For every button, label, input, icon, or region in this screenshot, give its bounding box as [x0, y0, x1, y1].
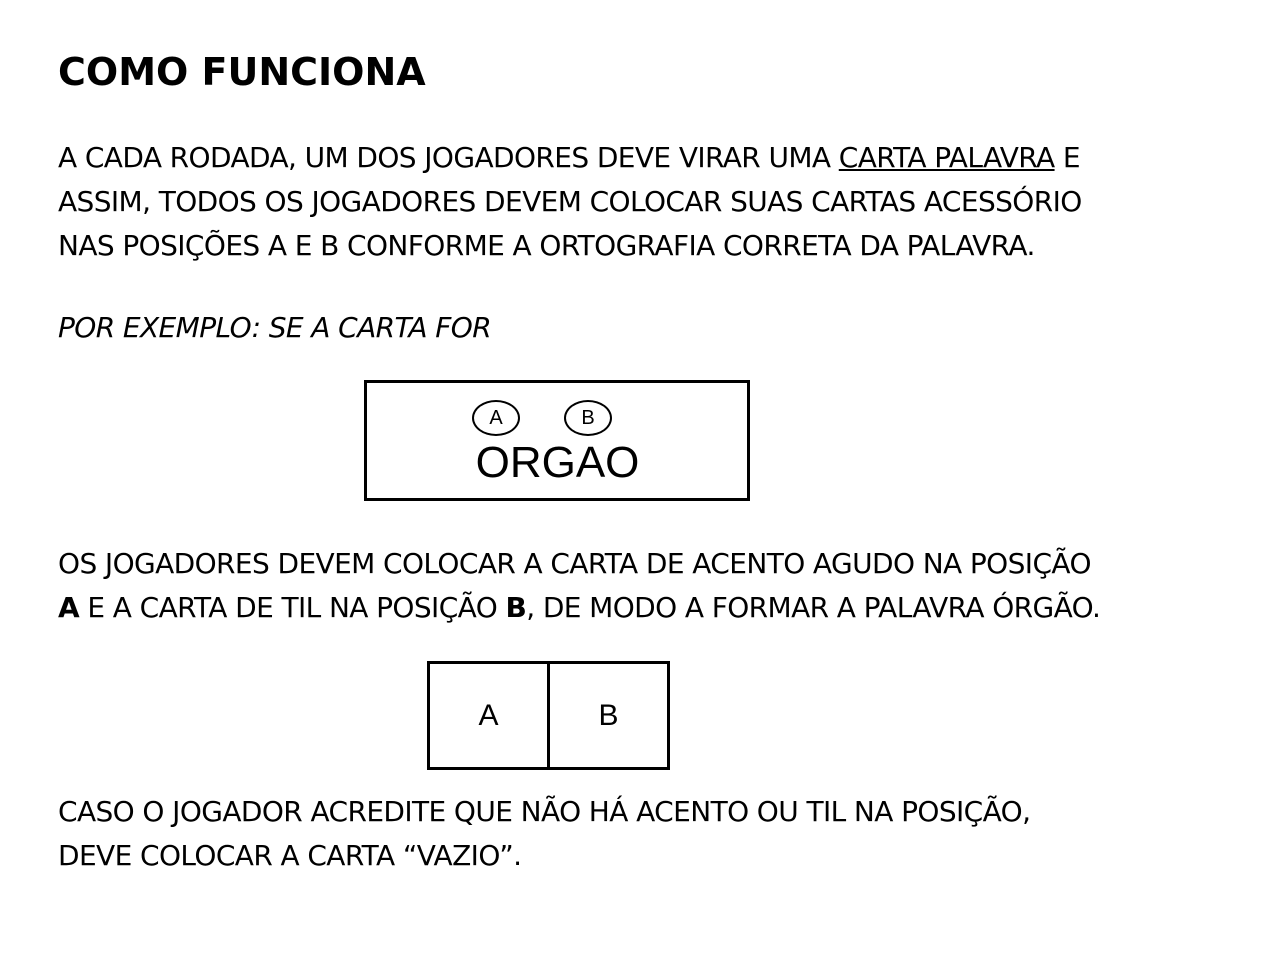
- page-title: COMO FUNCIONA: [58, 50, 426, 94]
- intro-paragraph: [58, 136, 1238, 268]
- explanation-end: , DE MODO A FORMAR A PALAVRA ÓRGÃO.: [526, 591, 1101, 624]
- closing-line-2: DEVE COLOCAR A CARTA “VAZIO”.: [58, 839, 522, 872]
- explanation-paragraph: [58, 542, 1238, 630]
- word-card-slot-a: A: [472, 400, 520, 436]
- intro-line-2: ASSIM, TODOS OS JOGADORES DEVEM COLOCAR SUAS CARTAS ACESSÓRIO: [58, 185, 1082, 218]
- position-boxes: [427, 661, 670, 770]
- intro-line-3: NAS POSIÇÕES A E B CONFORME A ORTOGRAFIA CORRETA DA PALAVRA.: [58, 229, 1035, 262]
- word-card-slot-b: B: [564, 400, 612, 436]
- word-card-word: ORGAO: [475, 438, 640, 487]
- word-card: [364, 380, 750, 501]
- intro-line-1-end: E: [1054, 141, 1080, 174]
- position-box-a: A: [430, 664, 550, 767]
- closing-line-1: CASO O JOGADOR ACREDITE QUE NÃO HÁ ACENTO OU TIL NA POSIÇÃO,: [58, 795, 1031, 828]
- explanation-line-2: [58, 586, 1238, 630]
- carta-palavra-link: CARTA PALAVRA: [838, 141, 1055, 174]
- intro-line-1: [58, 136, 1238, 180]
- example-label: POR EXEMPLO: SE A CARTA FOR: [58, 311, 492, 344]
- explanation-pos-b: B: [505, 591, 527, 624]
- explanation-pos-a: A: [58, 591, 80, 624]
- closing-paragraph: [58, 790, 1238, 878]
- intro-line-1-text: A CADA RODADA, UM DOS JOGADORES DEVE VIRAR UMA: [58, 141, 839, 174]
- explanation-mid: E A CARTA DE TIL NA POSIÇÃO: [79, 591, 506, 624]
- position-box-b: B: [598, 698, 619, 732]
- explanation-line-1: OS JOGADORES DEVEM COLOCAR A CARTA DE ACENTO AGUDO NA POSIÇÃO: [58, 547, 1091, 580]
